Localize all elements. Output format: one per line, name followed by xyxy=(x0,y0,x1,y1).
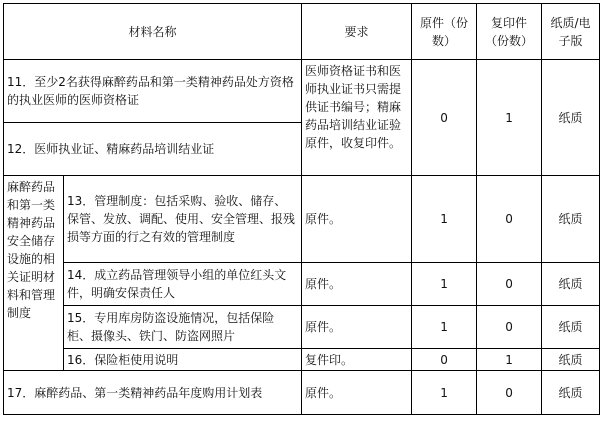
requirement-cell: 复件印。 xyxy=(302,349,412,371)
material-name-cell: 13．管理制度：包括采购、验收、储存、保管、发放、调配、使用、安全管理、报残损等方面的行之有效的管理制度 xyxy=(64,176,302,263)
copy-count-cell: 1 xyxy=(477,349,542,371)
format-cell: 纸质 xyxy=(542,60,600,176)
original-count-cell: 1 xyxy=(412,371,477,415)
material-name-cell: 17．麻醉药品、第一类精神药品年度购用计划表 xyxy=(4,371,302,415)
format-cell: 纸质 xyxy=(542,176,600,263)
copy-count-cell: 0 xyxy=(477,371,542,415)
original-count-cell: 1 xyxy=(412,176,477,263)
copy-count-cell: 0 xyxy=(477,306,542,349)
copy-count-cell: 0 xyxy=(477,263,542,306)
format-cell: 纸质 xyxy=(542,349,600,371)
original-count-cell: 0 xyxy=(412,349,477,371)
requirement-cell: 原件。 xyxy=(302,371,412,415)
table-row xyxy=(4,60,600,123)
material-name-cell: 12．医师执业证、精麻药品培训结业证 xyxy=(4,123,302,176)
header-row xyxy=(4,4,600,60)
header-requirement: 要求 xyxy=(302,4,412,60)
header-material-name: 材料名称 xyxy=(4,4,302,60)
requirement-cell: 原件。 xyxy=(302,176,412,263)
original-count-cell: 1 xyxy=(412,306,477,349)
materials-table xyxy=(3,3,600,415)
table-row xyxy=(4,306,600,349)
format-cell: 纸质 xyxy=(542,263,600,306)
header-format: 纸质/电子版 xyxy=(542,4,600,60)
table-row xyxy=(4,176,600,263)
copy-count-cell: 0 xyxy=(477,176,542,263)
format-cell: 纸质 xyxy=(542,306,600,349)
group-label-cell: 麻醉药品和第一类精神药品安全储存设施的相关证明材料和管理制度 xyxy=(4,176,64,371)
copy-count-cell: 1 xyxy=(477,60,542,176)
original-count-cell: 0 xyxy=(412,60,477,176)
material-name-cell: 14．成立药品管理领导小组的单位红头文件，明确安保责任人 xyxy=(64,263,302,306)
header-copy-count: 复印件（份数） xyxy=(477,4,542,60)
requirement-cell: 原件。 xyxy=(302,263,412,306)
header-original-count: 原件（份数） xyxy=(412,4,477,60)
original-count-cell: 1 xyxy=(412,263,477,306)
material-name-cell: 16．保险柜使用说明 xyxy=(64,349,302,371)
material-name-cell: 11．至少2名获得麻醉药品和第一类精神药品处方资格的执业医师的医师资格证 xyxy=(4,60,302,123)
materials-table-container xyxy=(3,3,600,415)
requirement-cell: 原件。 xyxy=(302,306,412,349)
table-row xyxy=(4,349,600,371)
table-row xyxy=(4,263,600,306)
format-cell: 纸质 xyxy=(542,371,600,415)
material-name-cell: 15．专用库房防盗设施情况，包括保险柜、摄像头、铁门、防盗网照片 xyxy=(64,306,302,349)
requirement-cell: 医师资格证书和医师执业证书只需提供证书编号；精麻药品培训结业证验原件，收复印件。 xyxy=(302,60,412,176)
table-row xyxy=(4,371,600,415)
